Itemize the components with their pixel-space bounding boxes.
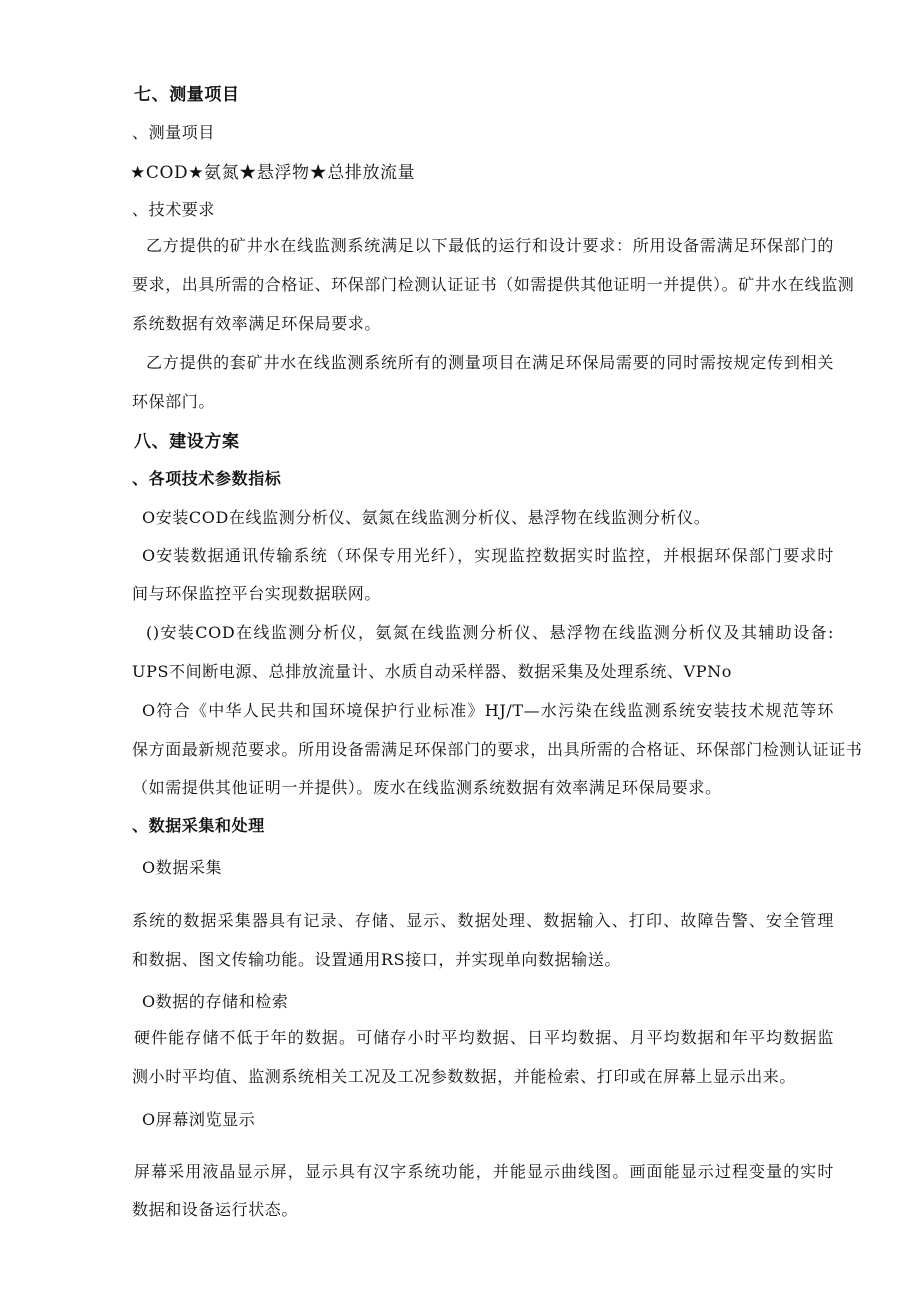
subheading-data-acquisition: 、数据采集和处理 [132,816,265,835]
section-8-heading: 八、建设方案 [134,432,240,452]
bullet-item: O符合《中华人民共和国环境保护行业标准》HJ/T—水污染在线监测系统安装技术规范等环 [142,701,834,720]
section-7-heading: 七、测量项目 [134,85,240,105]
paragraph-line: UPS不间断电源、总排放流量计、水质自动采样器、数据采集及处理系统、VPNo [132,662,732,681]
paragraph-line: 间与环保监控平台实现数据联网。 [132,584,382,603]
paragraph-line: 系统的数据采集器具有记录、存储、显示、数据处理、数据输入、打印、故障告警、安全管理 [132,911,834,930]
paragraph-line: 要求，出具所需的合格证、环保部门检测认证证书（如需提供其他证明一并提供）。矿井水在线监测 [132,275,855,294]
paragraph-line: （如需提供其他证明一并提供）。废水在线监测系统数据有效率满足环保局要求。 [132,778,722,797]
paragraph-line: 数据和设备运行状态。 [132,1200,299,1219]
paragraph-line: 乙方提供的矿井水在线监测系统满足以下最低的运行和设计要求：所用设备需满足环保部门的 [146,236,834,255]
subheading-technical-parameters: 、各项技术参数指标 [132,469,282,488]
item-title: O屏幕浏览显示 [142,1110,256,1129]
bullet-item: ()安装COD在线监测分析仪，氨氮在线监测分析仪、悬浮物在线监测分析仪及其辅助设备: [146,623,834,642]
subheading-technical-requirements: 、技术要求 [132,200,216,219]
paragraph-line: 环保部门。 [132,392,216,411]
measurement-items-line: ★COD★氨氮★悬浮物★总排放流量 [130,163,416,183]
bullet-item: O安装COD在线监测分析仪、氨氮在线监测分析仪、悬浮物在线监测分析仪。 [142,508,711,527]
paragraph-line: 屏幕采用液晶显示屏，显示具有汉字系统功能，并能显示曲线图。画面能显示过程变量的实时 [134,1162,834,1181]
item-title: O数据的存储和检索 [142,992,289,1011]
paragraph-line: 保方面最新规范要求。所用设备需满足环保部门的要求，出具所需的合格证、环保部门检测认证证书 [132,740,863,759]
subheading-measurement-items: 、测量项目 [132,123,216,142]
paragraph-line: 硬件能存储不低于年的数据。可储存小时平均数据、日平均数据、月平均数据和年平均数据监 [134,1028,834,1047]
item-title: O数据采集 [142,858,223,877]
paragraph-line: 测小时平均值、监测系统相关工况及工况参数数据，并能检索、打印或在屏幕上显示出来。 [132,1067,797,1086]
bullet-item: O安装数据通讯传输系统（环保专用光纤），实现监控数据实时监控，并根据环保部门要求时 [142,546,834,565]
paragraph-line: 乙方提供的套矿井水在线监测系统所有的测量项目在满足环保局需要的同时需按规定传到相关 [146,353,834,372]
paragraph-line: 系统数据有效率满足环保局要求。 [132,314,382,333]
paragraph-line: 和数据、图文传输功能。设置通用RS接口，并实现单向数据输送。 [132,950,622,969]
